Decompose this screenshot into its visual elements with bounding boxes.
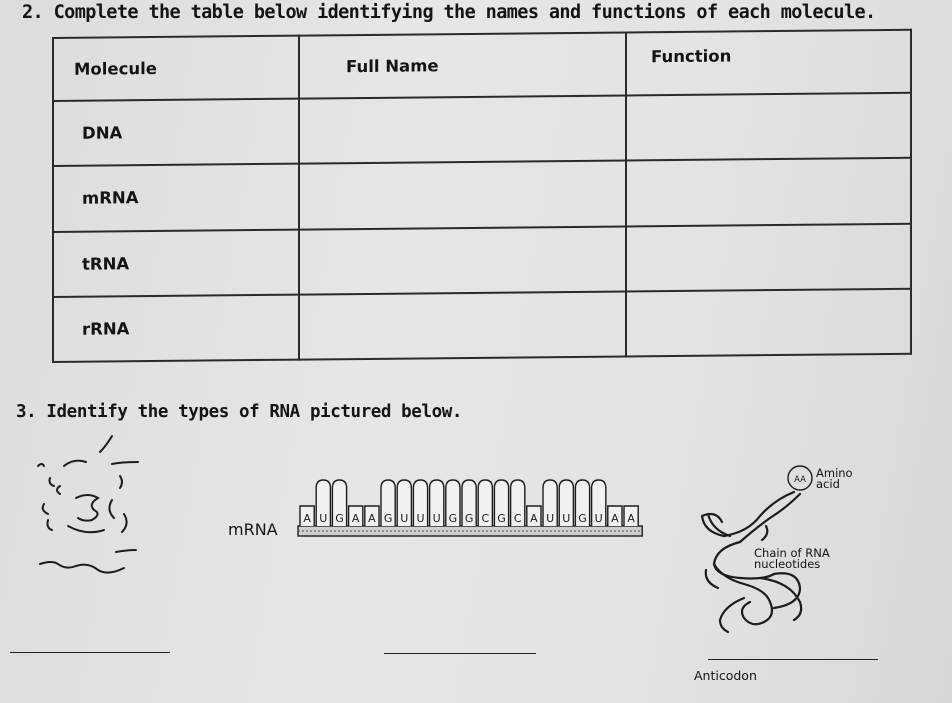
mrna-strand: [294, 468, 658, 552]
mrna-base-letter: G: [464, 512, 474, 525]
molecule-cell: rRNA: [53, 294, 299, 362]
table-row: [53, 93, 911, 166]
chain-of-rna-label: Chain of RNA nucleotides: [754, 546, 830, 571]
mrna-base-letter: A: [368, 512, 376, 525]
anticodon-label: Anticodon: [694, 668, 757, 683]
header-function: Function: [626, 30, 911, 96]
molecule-cell: mRNA: [53, 164, 299, 232]
function-cell[interactable]: [626, 93, 911, 161]
molecule-table: [52, 29, 912, 363]
table-row: [53, 158, 911, 231]
question-3-title: 3. Identify the types of RNA pictured below.: [16, 402, 462, 422]
mrna-label: mRNA: [228, 520, 278, 539]
question-2-title: 2. Complete the table below identifying the names and functions of each molecule.: [22, 2, 876, 23]
rrna-illustration: [20, 430, 170, 594]
function-cell[interactable]: [626, 223, 911, 291]
mrna-base-letter: U: [546, 512, 555, 525]
mrna-base-letter: C: [481, 512, 490, 525]
table-row: [53, 223, 911, 296]
mrna-base-letter: A: [303, 512, 311, 525]
mrna-base-letter: U: [400, 512, 409, 525]
mrna-base-letter: A: [627, 512, 635, 525]
function-cell[interactable]: [626, 289, 911, 357]
answer-line-rrna[interactable]: [10, 652, 170, 653]
header-molecule: Molecule: [53, 36, 299, 102]
amino-acid-abbrev: AA: [794, 475, 806, 485]
full-name-cell[interactable]: [299, 96, 626, 164]
mrna-base-letter: A: [351, 512, 360, 525]
answer-line-trna[interactable]: [708, 659, 878, 660]
mrna-base-letter: U: [562, 512, 571, 525]
full-name-cell[interactable]: [299, 161, 626, 229]
mrna-base-letter: C: [513, 512, 522, 525]
mrna-base-letter: U: [432, 512, 441, 525]
answer-line-mrna[interactable]: [384, 653, 536, 654]
mrna-base-letter: U: [416, 512, 425, 525]
amino-acid-label: Amino acid: [816, 466, 853, 491]
mrna-base-letter: G: [335, 512, 344, 525]
mrna-base-letter: G: [448, 512, 458, 525]
table-header-row: [53, 30, 911, 101]
mrna-base-letter: G: [383, 512, 393, 525]
mrna-base-letter: A: [530, 512, 538, 525]
function-cell[interactable]: [626, 158, 911, 226]
full-name-cell[interactable]: [299, 291, 626, 359]
mrna-base-letter: U: [319, 512, 328, 525]
header-full-name: Full Name: [299, 32, 626, 98]
mrna-base-letter: U: [594, 512, 603, 525]
full-name-cell[interactable]: [299, 226, 626, 294]
mrna-base-letter: G: [578, 512, 587, 525]
molecule-cell: DNA: [53, 99, 299, 167]
molecule-cell: tRNA: [53, 229, 299, 297]
mrna-base-letter: G: [497, 512, 506, 525]
mrna-base-letter: A: [611, 512, 619, 525]
table-row: [53, 289, 911, 362]
